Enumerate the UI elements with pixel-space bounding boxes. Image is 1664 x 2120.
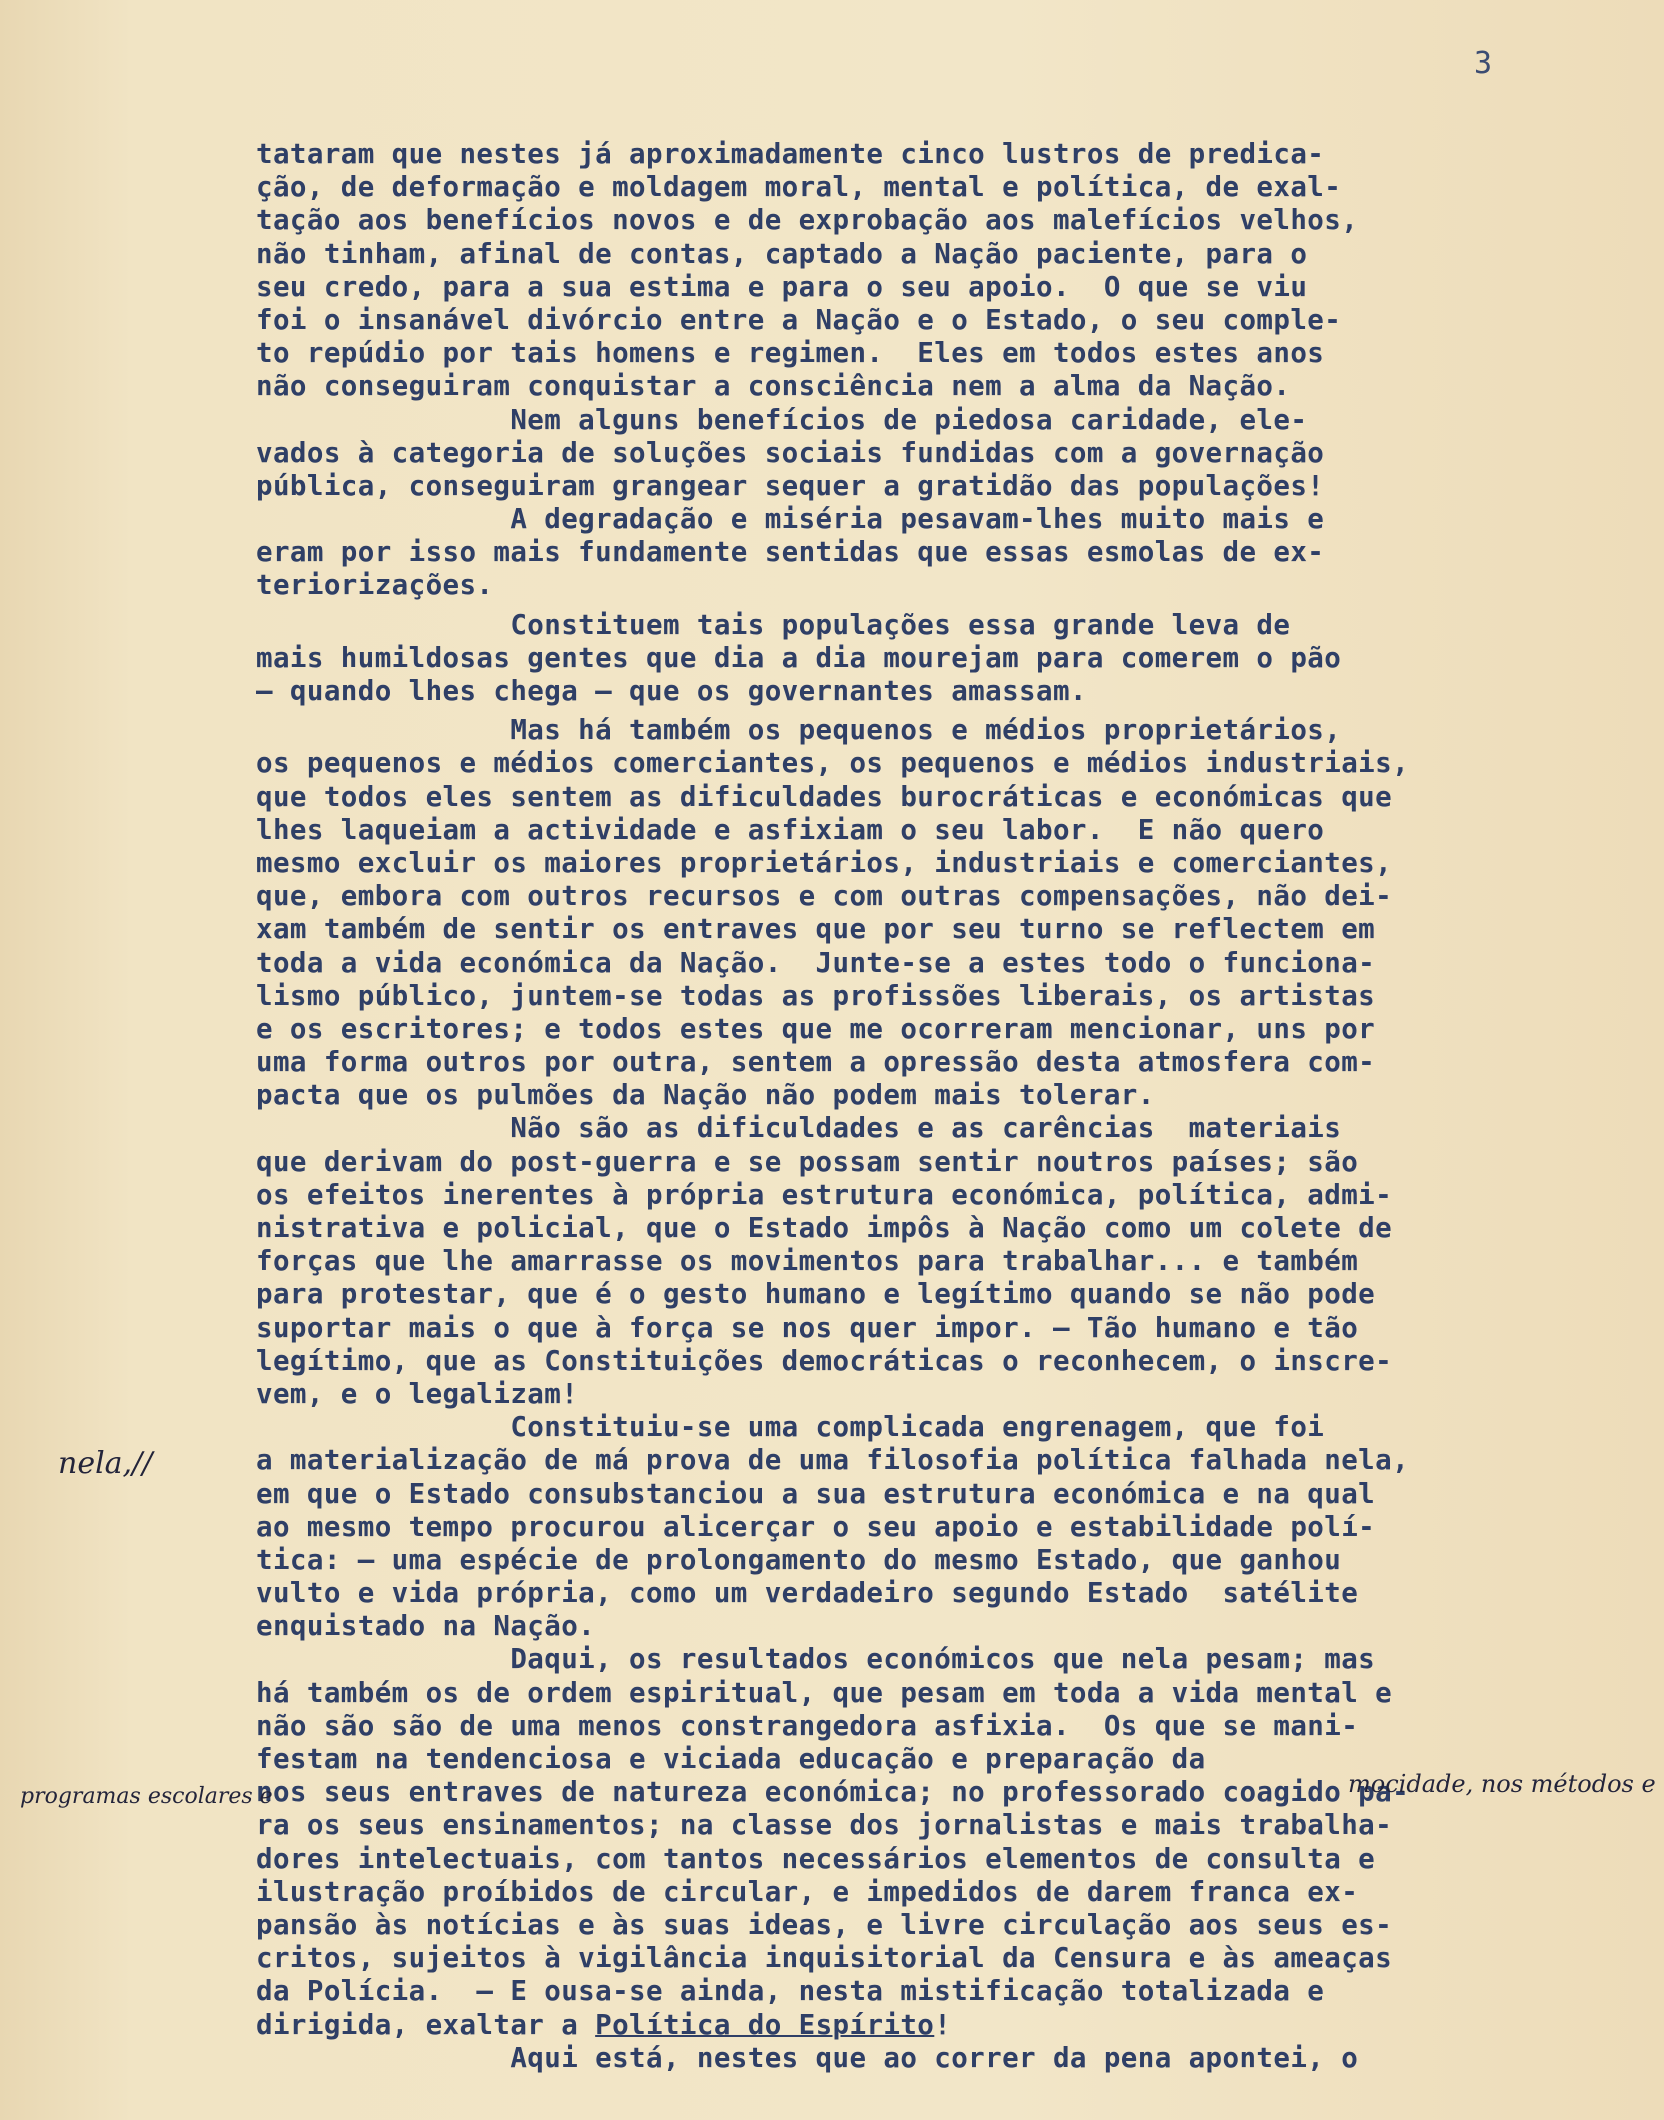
text-line: legítimo, que as Constituições democráticas o reconhecem, o inscre- <box>256 1344 1393 1377</box>
text-line: Não são as dificuldades e as carências materiais <box>256 1112 1342 1145</box>
text-line: da Polícia. — E ousa-se ainda, nesta mistificação totalizada e <box>256 1975 1325 2008</box>
text-line: pacta que os pulmões da Nação não podem mais tolerar. <box>256 1079 1155 1112</box>
text-line: nistrativa e policial, que o Estado impôs à Nação como um colete de <box>256 1212 1393 1244</box>
text-line: suportar mais o que à força se nos quer impor. — Tão humano e tão <box>256 1311 1359 1344</box>
text-line: xam também de sentir os entraves que por seu turno se reflectem em <box>256 913 1376 946</box>
text-line: não conseguiram conquistar a consciência nem a alma da Nação. <box>256 370 1291 403</box>
text-line: pública, conseguiram grangear sequer a gratidão das populações! <box>256 469 1325 502</box>
text-line: Nem alguns benefícios de piedosa caridade, ele- <box>256 403 1308 436</box>
text-line: tação aos benefícios novos e de exprobação aos malefícios velhos, <box>256 204 1359 237</box>
text-line: lismo público, juntem-se todas as profissões liberais, os artistas <box>256 979 1376 1012</box>
text-line: Mas há também os pequenos e médios proprietários, <box>256 714 1342 747</box>
text-line: para protestar, que é o gesto humano e legítimo quando se não pode <box>256 1278 1376 1311</box>
text-line: vem, e o legalizam! <box>256 1377 579 1410</box>
text-line: tica: — uma espécie de prolongamento do mesmo Estado, que ganhou <box>256 1543 1342 1576</box>
text-line: mais humildosas gentes que dia a dia mourejam para comerem o pão <box>256 641 1342 674</box>
text-line: tataram que nestes já aproximadamente cinco lustros de predica- <box>256 138 1325 170</box>
text-line: que, embora com outros recursos e com outras compensações, não dei- <box>256 880 1393 913</box>
text-line: que todos eles sentem as dificuldades burocráticas e económicas que <box>256 780 1393 813</box>
text-line: Daqui, os resultados económicos que nela pesam; mas <box>256 1643 1376 1676</box>
underlined-suffix: ! <box>934 2008 952 2041</box>
text-line: em que o Estado consubstanciou a sua estrutura económica e na qual <box>256 1477 1376 1510</box>
text-line: vulto e vida própria, como um verdadeiro segundo Estado satélite <box>256 1577 1359 1610</box>
text-line: — quando lhes chega — que os governantes amassam. <box>256 675 1087 707</box>
text-line: a materialização de má prova de uma filosofia política falhada nela, <box>256 1444 1410 1477</box>
text-line: ção, de deformação e moldagem moral, mental e política, de exal- <box>256 171 1342 204</box>
text-line: critos, sujeitos à vigilância inquisitorial da Censura e às ameaças <box>256 1942 1393 1975</box>
text-line: toda a vida económica da Nação. Junte-se a estes todo o funciona- <box>256 946 1376 979</box>
text-line: dirigida, exaltar a Política do Espírito! <box>256 2008 952 2041</box>
page-number: 3 <box>1474 46 1493 81</box>
text-line: os efeitos inerentes à própria estrutura económica, política, admi- <box>256 1178 1393 1211</box>
text-line: ra os seus ensinamentos; na classe dos jornalistas e mais trabalha- <box>256 1809 1393 1842</box>
handwritten-margin-note: nela,// <box>58 1446 153 1481</box>
text-line: enquistado na Nação. <box>256 1610 596 1643</box>
text-line: há também os de ordem espiritual, que pesam em toda a vida mental e <box>256 1676 1393 1709</box>
text-line: ao mesmo tempo procurou alicerçar o seu apoio e estabilidade polí- <box>256 1510 1376 1543</box>
text-line: Constituem tais populações essa grande leva de <box>256 608 1291 641</box>
text-line: não são são de uma menos constrangedora asfixia. Os que se mani- <box>256 1709 1359 1742</box>
text-line: pansão às notícias e às suas ideas, e livre circulação aos seus es- <box>256 1908 1393 1941</box>
text-line: ilustração proíbidos de circular, e impedidos de darem franca ex- <box>256 1875 1359 1908</box>
text-line: seu credo, para a sua estima e para o seu apoio. O que se viu <box>256 270 1308 303</box>
text-line: eram por isso mais fundamente sentidas que essas esmolas de ex- <box>256 536 1325 569</box>
text-line: teriorizações. <box>256 569 494 602</box>
text-line: Constituiu-se uma complicada engrenagem, que foi <box>256 1411 1325 1444</box>
text-line: to repúdio por tais homens e regimen. Eles em todos estes anos <box>256 337 1325 370</box>
text-line: não tinham, afinal de contas, captado a Nação paciente, para o <box>256 237 1308 270</box>
text-line: lhes laqueiam a actividade e asfixiam o seu labor. E não quero <box>256 813 1325 846</box>
text-line: mesmo excluir os maiores proprietários, industriais e comerciantes, <box>256 846 1393 879</box>
text-line: Aqui está, nestes que ao correr da pena apontei, o <box>256 2041 1359 2074</box>
text-line: vados à categoria de soluções sociais fundidas com a governação <box>256 436 1325 469</box>
text-line: A degradação e miséria pesavam-lhes muito mais e <box>256 503 1325 536</box>
text-line: foi o insanável divórcio entre a Nação e o Estado, o seu comple- <box>256 303 1342 336</box>
handwritten-margin-note-programas: programas escolares e <box>20 1784 273 1809</box>
text-line: os pequenos e médios comerciantes, os pequenos e médios industriais, <box>256 747 1410 780</box>
text-line: forças que lhe amarrasse os movimentos para trabalhar... e também <box>256 1245 1359 1278</box>
text-line: festam na tendenciosa e viciada educação e preparação da <box>256 1743 1206 1775</box>
text-line: nos seus entraves de natureza económica; no professorado coagido pa- <box>256 1776 1410 1809</box>
text-line: e os escritores; e todos estes que me ocorreram mencionar, uns por <box>256 1012 1376 1045</box>
underlined-phrase: Política do Espírito <box>595 2008 935 2041</box>
handwritten-inline-insert: mocidade, nos métodos e <box>1348 1770 1656 1798</box>
text-line: dores intelectuais, com tantos necessários elementos de consulta e <box>256 1842 1376 1875</box>
text-line: uma forma outros por outra, sentem a opressão desta atmosfera com- <box>256 1046 1376 1079</box>
text-line: que derivam do post-guerra e se possam sentir noutros países; são <box>256 1145 1359 1178</box>
